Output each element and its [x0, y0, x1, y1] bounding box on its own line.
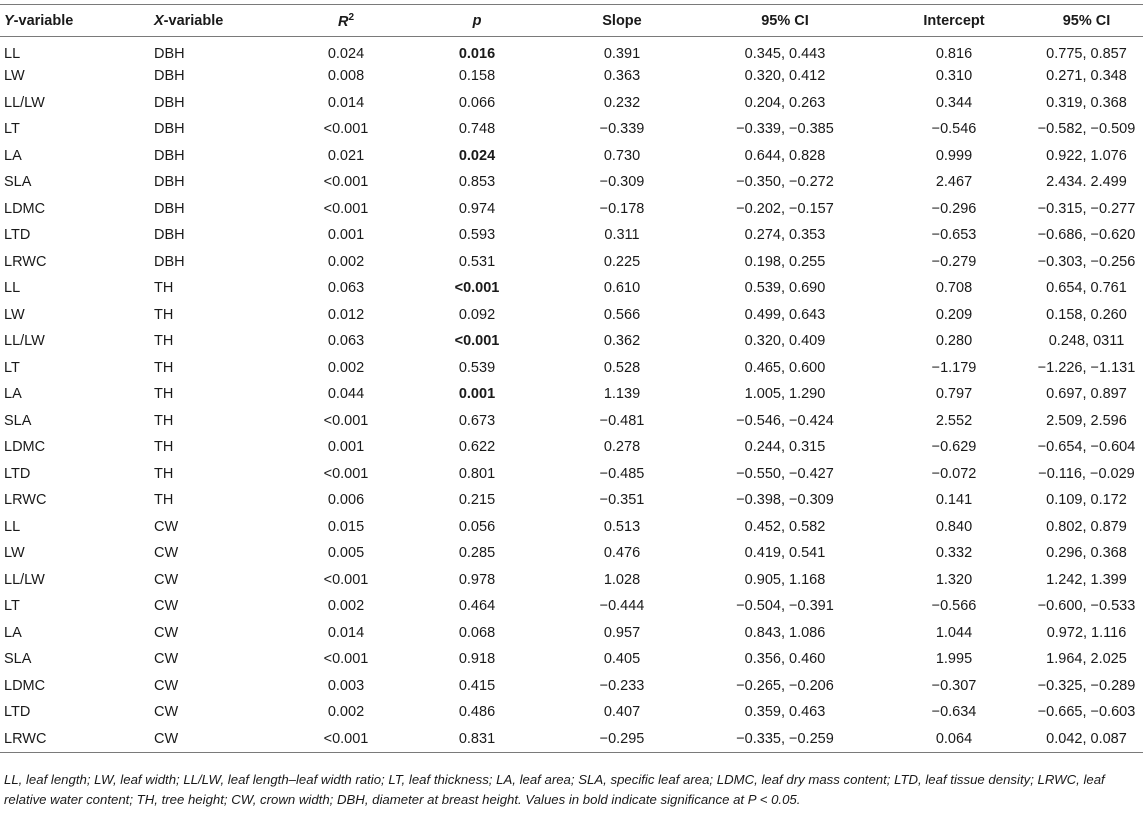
cell-intercept: −0.072 [931, 465, 977, 482]
cell-x-variable: DBH [154, 174, 185, 191]
cell-intercept: 0.840 [935, 518, 973, 535]
cell-intercept-ci: 0.158, 0.260 [1046, 306, 1127, 323]
cell-slope-ci: −0.504, −0.391 [736, 598, 834, 615]
cell-p-value: 0.593 [458, 227, 496, 244]
cell-intercept: 0.280 [935, 333, 973, 350]
cell-y-variable: LA [4, 147, 22, 164]
cell-slope: 0.363 [603, 68, 641, 85]
cell-p-value: 0.285 [458, 545, 496, 562]
cell-slope-ci: 0.204, 0.263 [744, 94, 826, 111]
cell-intercept: −0.629 [931, 439, 977, 456]
cell-y-variable: LTD [4, 465, 31, 482]
cell-r-squared: 0.001 [327, 227, 365, 244]
cell-x-variable: TH [154, 465, 174, 482]
cell-slope-ci: 0.274, 0.353 [744, 227, 826, 244]
cell-slope: 0.407 [603, 704, 641, 721]
cell-slope-ci: 0.419, 0.541 [744, 545, 826, 562]
cell-x-variable: DBH [154, 200, 185, 217]
cell-intercept-ci: 2.434. 2.499 [1046, 174, 1127, 191]
cell-intercept-ci: 0.042, 0.087 [1030, 726, 1143, 753]
cell-r-squared: <0.001 [290, 726, 402, 753]
cell-r-squared: <0.001 [323, 200, 369, 217]
cell-r-squared: <0.001 [323, 412, 369, 429]
cell-y-variable: LRWC [4, 492, 47, 509]
cell-slope-ci: 0.452, 0.582 [744, 518, 826, 535]
cell-r-squared: 0.003 [327, 677, 365, 694]
cell-p-value: 0.016 [458, 46, 496, 62]
cell-slope-ci: 0.499, 0.643 [744, 306, 826, 323]
cell-intercept: 1.995 [935, 651, 973, 668]
cell-slope-ci: 0.356, 0.460 [744, 651, 826, 668]
cell-intercept: −1.179 [931, 359, 977, 376]
cell-slope-ci: 0.320, 0.409 [744, 333, 826, 350]
cell-slope-ci: 0.345, 0.443 [744, 46, 826, 62]
cell-intercept-ci: 0.109, 0.172 [1046, 492, 1127, 509]
table-row [0, 302, 1143, 329]
cell-p-value: 0.748 [458, 121, 496, 138]
cell-slope-ci: −0.335, −0.259 [692, 726, 878, 753]
cell-y-variable: LT [4, 359, 20, 376]
cell-slope: −0.233 [599, 677, 645, 694]
cell-slope: −0.351 [599, 492, 645, 509]
cell-p-value: 0.622 [458, 439, 496, 456]
cell-slope: 0.957 [603, 624, 641, 641]
cell-r-squared: 0.063 [327, 333, 365, 350]
cell-p-value: 0.853 [458, 174, 496, 191]
cell-intercept: 1.044 [935, 624, 973, 641]
cell-r-squared: 0.015 [327, 518, 365, 535]
cell-x-variable: DBH [154, 46, 185, 62]
cell-x-variable: CW [154, 624, 179, 641]
cell-intercept-ci: 0.319, 0.368 [1046, 94, 1127, 111]
table-row [0, 434, 1143, 461]
cell-x-variable: TH [154, 333, 174, 350]
cell-slope: 0.225 [603, 253, 641, 270]
cell-x-variable: CW [154, 518, 179, 535]
cell-r-squared: 0.005 [327, 545, 365, 562]
table-footnote: LL, leaf length; LW, leaf width; LL/LW, leaf length–leaf width ratio; LT, leaf thickness; LA, leaf area; SLA, specific leaf area; LDMC, leaf dry mass content; LTD, leaf tissue density; LRWC, leaf relative water content; TH, tree height; CW, crown width; DBH, diameter at breast height. Values in bold indicate significance at P < 0.05. [4, 772, 1105, 807]
cell-x-variable: CW [154, 677, 179, 694]
table-row [0, 567, 1143, 594]
cell-y-variable: LW [4, 545, 25, 562]
cell-y-variable: LL [4, 46, 21, 62]
cell-slope-ci: −0.550, −0.427 [736, 465, 834, 482]
cell-slope: −0.481 [599, 412, 645, 429]
cell-intercept: 0.064 [878, 726, 1030, 753]
cell-x-variable: TH [154, 359, 174, 376]
cell-r-squared: <0.001 [323, 651, 369, 668]
header-p: p [402, 5, 552, 37]
header-x-variable: X-variable [150, 5, 290, 37]
regression-table [0, 4, 1143, 753]
table-row [0, 90, 1143, 117]
table-row [0, 249, 1143, 276]
cell-slope: −0.295 [552, 726, 692, 753]
cell-p-value: 0.024 [458, 147, 496, 164]
cell-slope: 0.391 [603, 46, 641, 62]
cell-r-squared: 0.063 [327, 280, 365, 297]
cell-slope-ci: 0.905, 1.168 [744, 571, 826, 588]
cell-y-variable: LRWC [0, 726, 150, 753]
cell-intercept-ci: 1.964, 2.025 [1046, 651, 1127, 668]
cell-intercept: 0.310 [935, 68, 973, 85]
cell-intercept: 0.999 [935, 147, 973, 164]
cell-r-squared: 0.012 [327, 306, 365, 323]
header-intercept: Intercept [878, 5, 1030, 37]
cell-intercept: −0.296 [931, 200, 977, 217]
cell-slope: 0.405 [603, 651, 641, 668]
cell-x-variable: CW [150, 726, 290, 753]
cell-x-variable: DBH [154, 121, 185, 138]
cell-r-squared: 0.014 [327, 94, 365, 111]
cell-y-variable: LL/LW [4, 94, 45, 111]
cell-p-value: 0.215 [458, 492, 496, 509]
cell-slope-ci: 0.198, 0.255 [744, 253, 826, 270]
cell-slope-ci: 0.320, 0.412 [744, 68, 826, 85]
cell-y-variable: LL/LW [4, 333, 45, 350]
cell-intercept: 0.708 [935, 280, 973, 297]
cell-intercept-ci: −0.686, −0.620 [1037, 227, 1136, 244]
cell-y-variable: LT [4, 598, 20, 615]
cell-intercept: 0.816 [935, 46, 973, 62]
table-row [0, 169, 1143, 196]
cell-x-variable: TH [154, 439, 174, 456]
cell-intercept: −0.634 [931, 704, 977, 721]
table-row [0, 593, 1143, 620]
cell-y-variable: LA [4, 624, 22, 641]
header-intercept-ci: 95% CI [1030, 5, 1143, 37]
header-slope: Slope [552, 5, 692, 37]
cell-intercept: −0.566 [931, 598, 977, 615]
cell-slope-ci: −0.546, −0.424 [736, 412, 834, 429]
cell-slope-ci: 0.359, 0.463 [744, 704, 826, 721]
cell-r-squared: 0.014 [327, 624, 365, 641]
cell-y-variable: LL/LW [4, 571, 45, 588]
cell-r-squared: <0.001 [323, 465, 369, 482]
table-row [0, 116, 1143, 143]
cell-x-variable: DBH [154, 253, 185, 270]
cell-intercept: 1.320 [935, 571, 973, 588]
cell-x-variable: CW [154, 651, 179, 668]
cell-y-variable: LL [4, 518, 21, 535]
cell-slope-ci: 0.539, 0.690 [744, 280, 826, 297]
cell-intercept: −0.653 [931, 227, 977, 244]
cell-slope-ci: −0.202, −0.157 [736, 200, 834, 217]
cell-y-variable: SLA [4, 174, 32, 191]
table-header-row [0, 5, 1143, 37]
cell-y-variable: LRWC [4, 253, 47, 270]
table-row [0, 540, 1143, 567]
table-row [0, 726, 1143, 753]
cell-r-squared: 0.002 [327, 704, 365, 721]
table-row [0, 37, 1143, 64]
cell-intercept-ci: 0.271, 0.348 [1046, 68, 1127, 85]
cell-p-value: 0.801 [458, 465, 496, 482]
cell-p-value: 0.974 [458, 200, 496, 217]
cell-y-variable: SLA [4, 412, 32, 429]
cell-intercept-ci: 0.972, 1.116 [1046, 624, 1127, 641]
cell-p-value: 0.158 [458, 68, 496, 85]
table-row [0, 63, 1143, 90]
cell-intercept: −0.546 [931, 121, 977, 138]
cell-x-variable: TH [154, 492, 174, 509]
cell-y-variable: LW [4, 306, 25, 323]
cell-slope: 1.028 [603, 571, 641, 588]
cell-r-squared: <0.001 [323, 174, 369, 191]
cell-y-variable: LA [4, 386, 22, 403]
cell-p-value: 0.066 [458, 94, 496, 111]
cell-x-variable: DBH [154, 147, 185, 164]
cell-intercept: −0.279 [931, 253, 977, 270]
cell-intercept-ci: 0.922, 1.076 [1046, 147, 1127, 164]
table-row [0, 196, 1143, 223]
cell-p-value: 0.831 [402, 726, 552, 753]
cell-slope: 0.610 [603, 280, 641, 297]
cell-p-value: 0.092 [458, 306, 496, 323]
cell-r-squared: 0.002 [327, 598, 365, 615]
table-row [0, 328, 1143, 355]
cell-slope: 0.566 [603, 306, 641, 323]
cell-slope: 0.278 [603, 439, 641, 456]
table-row [0, 355, 1143, 382]
table-row [0, 143, 1143, 170]
cell-intercept-ci: 0.775, 0.857 [1046, 46, 1127, 62]
cell-y-variable: LTD [4, 227, 31, 244]
table-row [0, 514, 1143, 541]
cell-p-value: 0.918 [458, 651, 496, 668]
cell-x-variable: CW [154, 571, 179, 588]
table-row [0, 275, 1143, 302]
cell-intercept: 0.141 [935, 492, 973, 509]
cell-slope: −0.339 [599, 121, 645, 138]
cell-x-variable: TH [154, 306, 174, 323]
cell-r-squared: 0.008 [327, 68, 365, 85]
cell-slope-ci: 0.465, 0.600 [744, 359, 826, 376]
cell-intercept-ci: −0.325, −0.289 [1037, 677, 1136, 694]
cell-r-squared: 0.006 [327, 492, 365, 509]
cell-slope: −0.309 [599, 174, 645, 191]
cell-p-value: <0.001 [454, 333, 500, 350]
cell-intercept-ci: −0.665, −0.603 [1037, 704, 1136, 721]
table-row [0, 461, 1143, 488]
cell-y-variable: LDMC [4, 677, 46, 694]
cell-intercept: 2.552 [935, 412, 973, 429]
cell-y-variable: LL [4, 280, 21, 297]
cell-slope: 0.476 [603, 545, 641, 562]
cell-y-variable: LDMC [4, 439, 46, 456]
cell-slope: 1.139 [603, 386, 641, 403]
cell-r-squared: 0.001 [327, 439, 365, 456]
cell-slope: 0.232 [603, 94, 641, 111]
cell-slope: 0.513 [603, 518, 641, 535]
cell-intercept: 0.344 [935, 94, 973, 111]
cell-slope-ci: 1.005, 1.290 [744, 386, 826, 403]
cell-p-value: 0.464 [458, 598, 496, 615]
cell-p-value: 0.978 [458, 571, 496, 588]
cell-intercept: 0.797 [935, 386, 973, 403]
cell-slope-ci: −0.339, −0.385 [736, 121, 834, 138]
cell-y-variable: SLA [4, 651, 32, 668]
cell-r-squared: 0.002 [327, 359, 365, 376]
cell-r-squared: 0.024 [327, 46, 365, 62]
cell-intercept: −0.307 [931, 677, 977, 694]
cell-intercept-ci: 0.697, 0.897 [1046, 386, 1127, 403]
cell-x-variable: DBH [154, 94, 185, 111]
cell-x-variable: DBH [154, 227, 185, 244]
cell-p-value: 0.673 [458, 412, 496, 429]
cell-y-variable: LW [4, 68, 25, 85]
cell-r-squared: <0.001 [323, 571, 369, 588]
cell-y-variable: LT [4, 121, 20, 138]
header-slope-ci: 95% CI [692, 5, 878, 37]
cell-r-squared: 0.002 [327, 253, 365, 270]
cell-slope: 0.730 [603, 147, 641, 164]
cell-intercept-ci: −0.116, −0.029 [1038, 465, 1135, 482]
table-row [0, 487, 1143, 514]
cell-x-variable: CW [154, 704, 179, 721]
cell-p-value: 0.486 [458, 704, 496, 721]
cell-slope-ci: −0.350, −0.272 [736, 174, 834, 191]
cell-x-variable: TH [154, 386, 174, 403]
cell-p-value: 0.001 [458, 386, 496, 403]
cell-slope-ci: −0.265, −0.206 [736, 677, 834, 694]
cell-intercept-ci: 0.802, 0.879 [1046, 518, 1127, 535]
cell-slope: −0.178 [599, 200, 645, 217]
cell-slope: −0.485 [599, 465, 645, 482]
cell-intercept-ci: −0.600, −0.533 [1037, 598, 1136, 615]
cell-intercept: 0.332 [935, 545, 973, 562]
cell-p-value: 0.531 [458, 253, 496, 270]
cell-x-variable: TH [154, 280, 174, 297]
cell-intercept-ci: 0.296, 0.368 [1046, 545, 1127, 562]
cell-intercept-ci: −0.582, −0.509 [1037, 121, 1136, 138]
table-row [0, 381, 1143, 408]
cell-x-variable: DBH [154, 68, 185, 85]
cell-x-variable: CW [154, 545, 179, 562]
cell-intercept-ci: 2.509, 2.596 [1046, 412, 1127, 429]
table-row [0, 408, 1143, 435]
table-row [0, 646, 1143, 673]
cell-x-variable: TH [154, 412, 174, 429]
cell-slope: 0.311 [604, 227, 640, 244]
cell-intercept-ci: 0.654, 0.761 [1046, 280, 1127, 297]
table-row [0, 699, 1143, 726]
header-y-variable: Y-variable [0, 5, 150, 37]
table-row [0, 620, 1143, 647]
cell-intercept-ci: −1.226, −1.131 [1037, 359, 1136, 376]
cell-p-value: 0.068 [458, 624, 496, 641]
table-row [0, 222, 1143, 249]
cell-intercept-ci: −0.654, −0.604 [1037, 439, 1136, 456]
cell-slope-ci: 0.843, 1.086 [744, 624, 826, 641]
cell-intercept-ci: −0.303, −0.256 [1037, 253, 1136, 270]
cell-intercept: 0.209 [935, 306, 973, 323]
cell-y-variable: LDMC [4, 200, 46, 217]
cell-slope: 0.528 [603, 359, 641, 376]
cell-p-value: 0.415 [458, 677, 496, 694]
cell-r-squared: 0.021 [327, 147, 365, 164]
table-body [0, 37, 1143, 753]
cell-slope: 0.362 [603, 333, 641, 350]
cell-intercept-ci: 1.242, 1.399 [1046, 571, 1127, 588]
cell-p-value: 0.539 [458, 359, 496, 376]
cell-intercept: 2.467 [935, 174, 973, 191]
cell-slope-ci: 0.644, 0.828 [744, 147, 826, 164]
cell-p-value: 0.056 [458, 518, 496, 535]
table-row [0, 673, 1143, 700]
cell-slope: −0.444 [599, 598, 645, 615]
header-r-squared: $R^2$ [290, 5, 402, 37]
cell-intercept-ci: −0.315, −0.277 [1037, 200, 1136, 217]
cell-y-variable: LTD [4, 704, 31, 721]
cell-slope-ci: −0.398, −0.309 [736, 492, 834, 509]
cell-intercept-ci: 0.248, 0311 [1048, 333, 1125, 350]
cell-slope-ci: 0.244, 0.315 [744, 439, 826, 456]
cell-r-squared: <0.001 [323, 121, 369, 138]
cell-p-value: <0.001 [454, 280, 500, 297]
cell-r-squared: 0.044 [327, 386, 365, 403]
cell-x-variable: CW [154, 598, 179, 615]
